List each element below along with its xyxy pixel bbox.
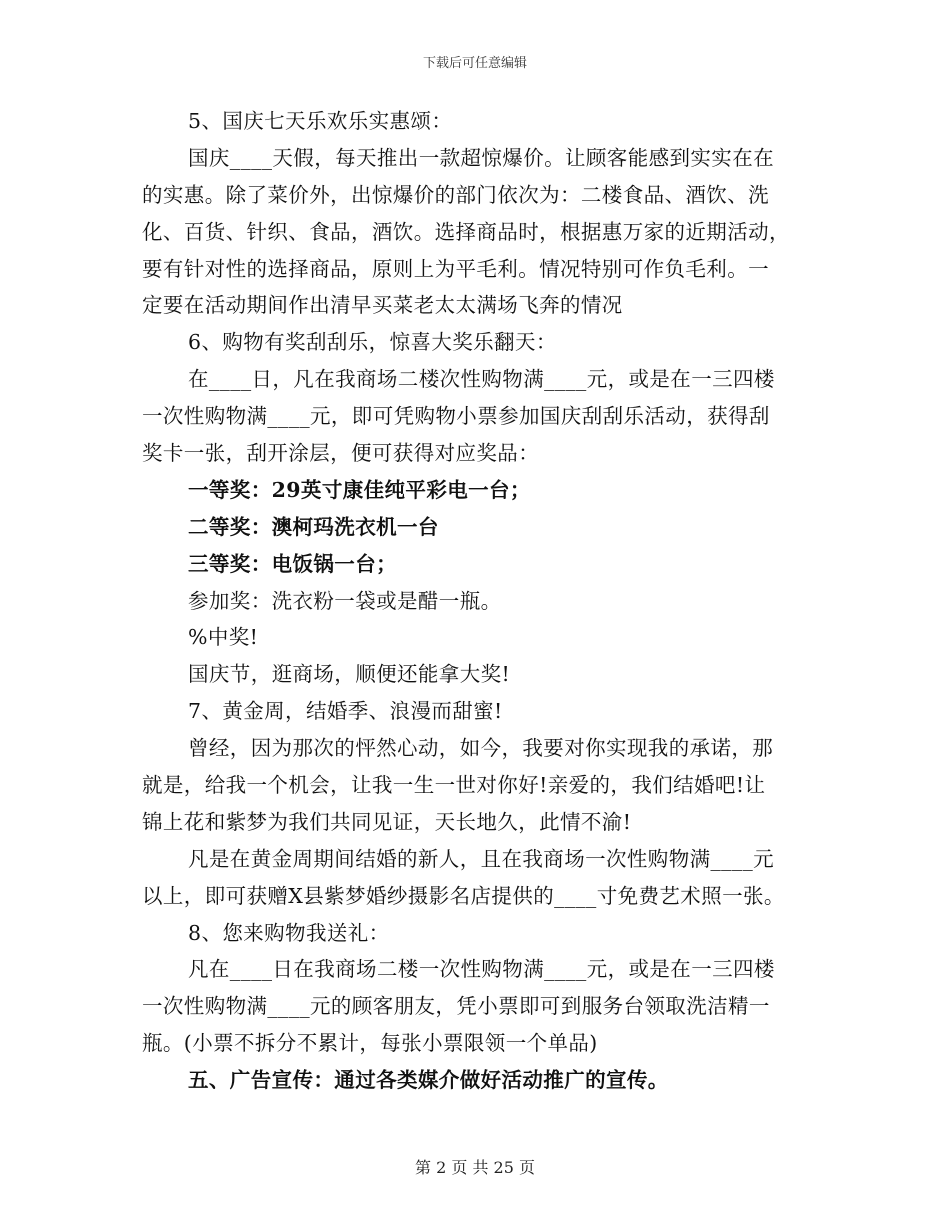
text-line: 化、百货、针织、食品，酒饮。选择商品时，根据惠万家的近期活动， [142,219,790,244]
text-line: 一次性购物满____元，即可凭购物小票参加国庆刮刮乐活动，获得刮 [142,404,770,429]
text-line: 曾经，因为那次的怦然心动，如今，我要对你实现我的承诺，那 [188,736,774,761]
bold-text-line: 三等奖：电饭锅一台； [188,551,397,576]
document-body [142,103,810,1099]
text-line: 就是，给我一个机会，让我一生一世对你好!亲爱的，我们结婚吧!让 [142,773,766,798]
text-line: %中奖! [188,625,259,650]
text-line: 凡是在黄金周期间结婚的新人，且在我商场一次性购物满____元 [188,846,774,871]
bold-text-line: 二等奖：澳柯玛洗衣机一台 [188,514,439,539]
text-line: 要有针对性的选择商品，原则上为平毛利。情况特别可作负毛利。一 [142,256,769,281]
text-line: 一次性购物满____元的顾客朋友，凭小票即可到服务台领取洗洁精一 [142,994,770,1019]
text-line: 奖卡一张，刮开涂层，便可获得对应奖品： [142,441,540,466]
text-line: 定要在活动期间作出清早买菜老太太满场飞奔的情况 [142,293,623,318]
text-line: 参加奖：洗衣粉一袋或是醋一瓶。 [188,588,502,613]
text-line: 5、国庆七天乐欢乐实惠颂： [188,109,453,133]
text-line: 7、黄金周，结婚季、浪漫而甜蜜! [188,699,503,724]
text-line: 瓶。(小票不拆分不累计，每张小票限领一个单品) [142,1031,598,1056]
text-line: 6、购物有奖刮刮乐，惊喜大奖乐翻天： [188,330,557,355]
text-line: 的实惠。除了菜价外，出惊爆价的部门依次为：二楼食品、酒饮、洗 [142,182,769,207]
text-line: 锦上花和紫梦为我们共同见证，天长地久，此情不渝! [142,809,632,834]
text-line: 在____日，凡在我商场二楼次性购物满____元，或是在一三四楼 [188,367,775,392]
text-line: 凡在____日在我商场二楼一次性购物满____元，或是在一三四楼 [188,957,775,982]
page-number: 第 2 页 共 25 页 [415,1158,535,1177]
text-line: 国庆节，逛商场，顺便还能拿大奖! [188,662,511,687]
text-line: 以上，即可获赠X县紫梦婚纱摄影名店提供的____寸免费艺术照一张。 [142,883,785,908]
text-line: 8、您来购物我送礼： [188,920,390,945]
bold-text-line: 五、广告宣传：通过各类媒介做好活动推广的宣传。 [188,1068,669,1093]
bold-text-line: 一等奖：29英寸康佳纯平彩电一台； [188,477,531,502]
page-header-note: 下载后可任意编辑 [422,56,527,71]
text-line: 国庆____天假，每天推出一款超惊爆价。让顾客能感到实实在在 [188,145,774,170]
